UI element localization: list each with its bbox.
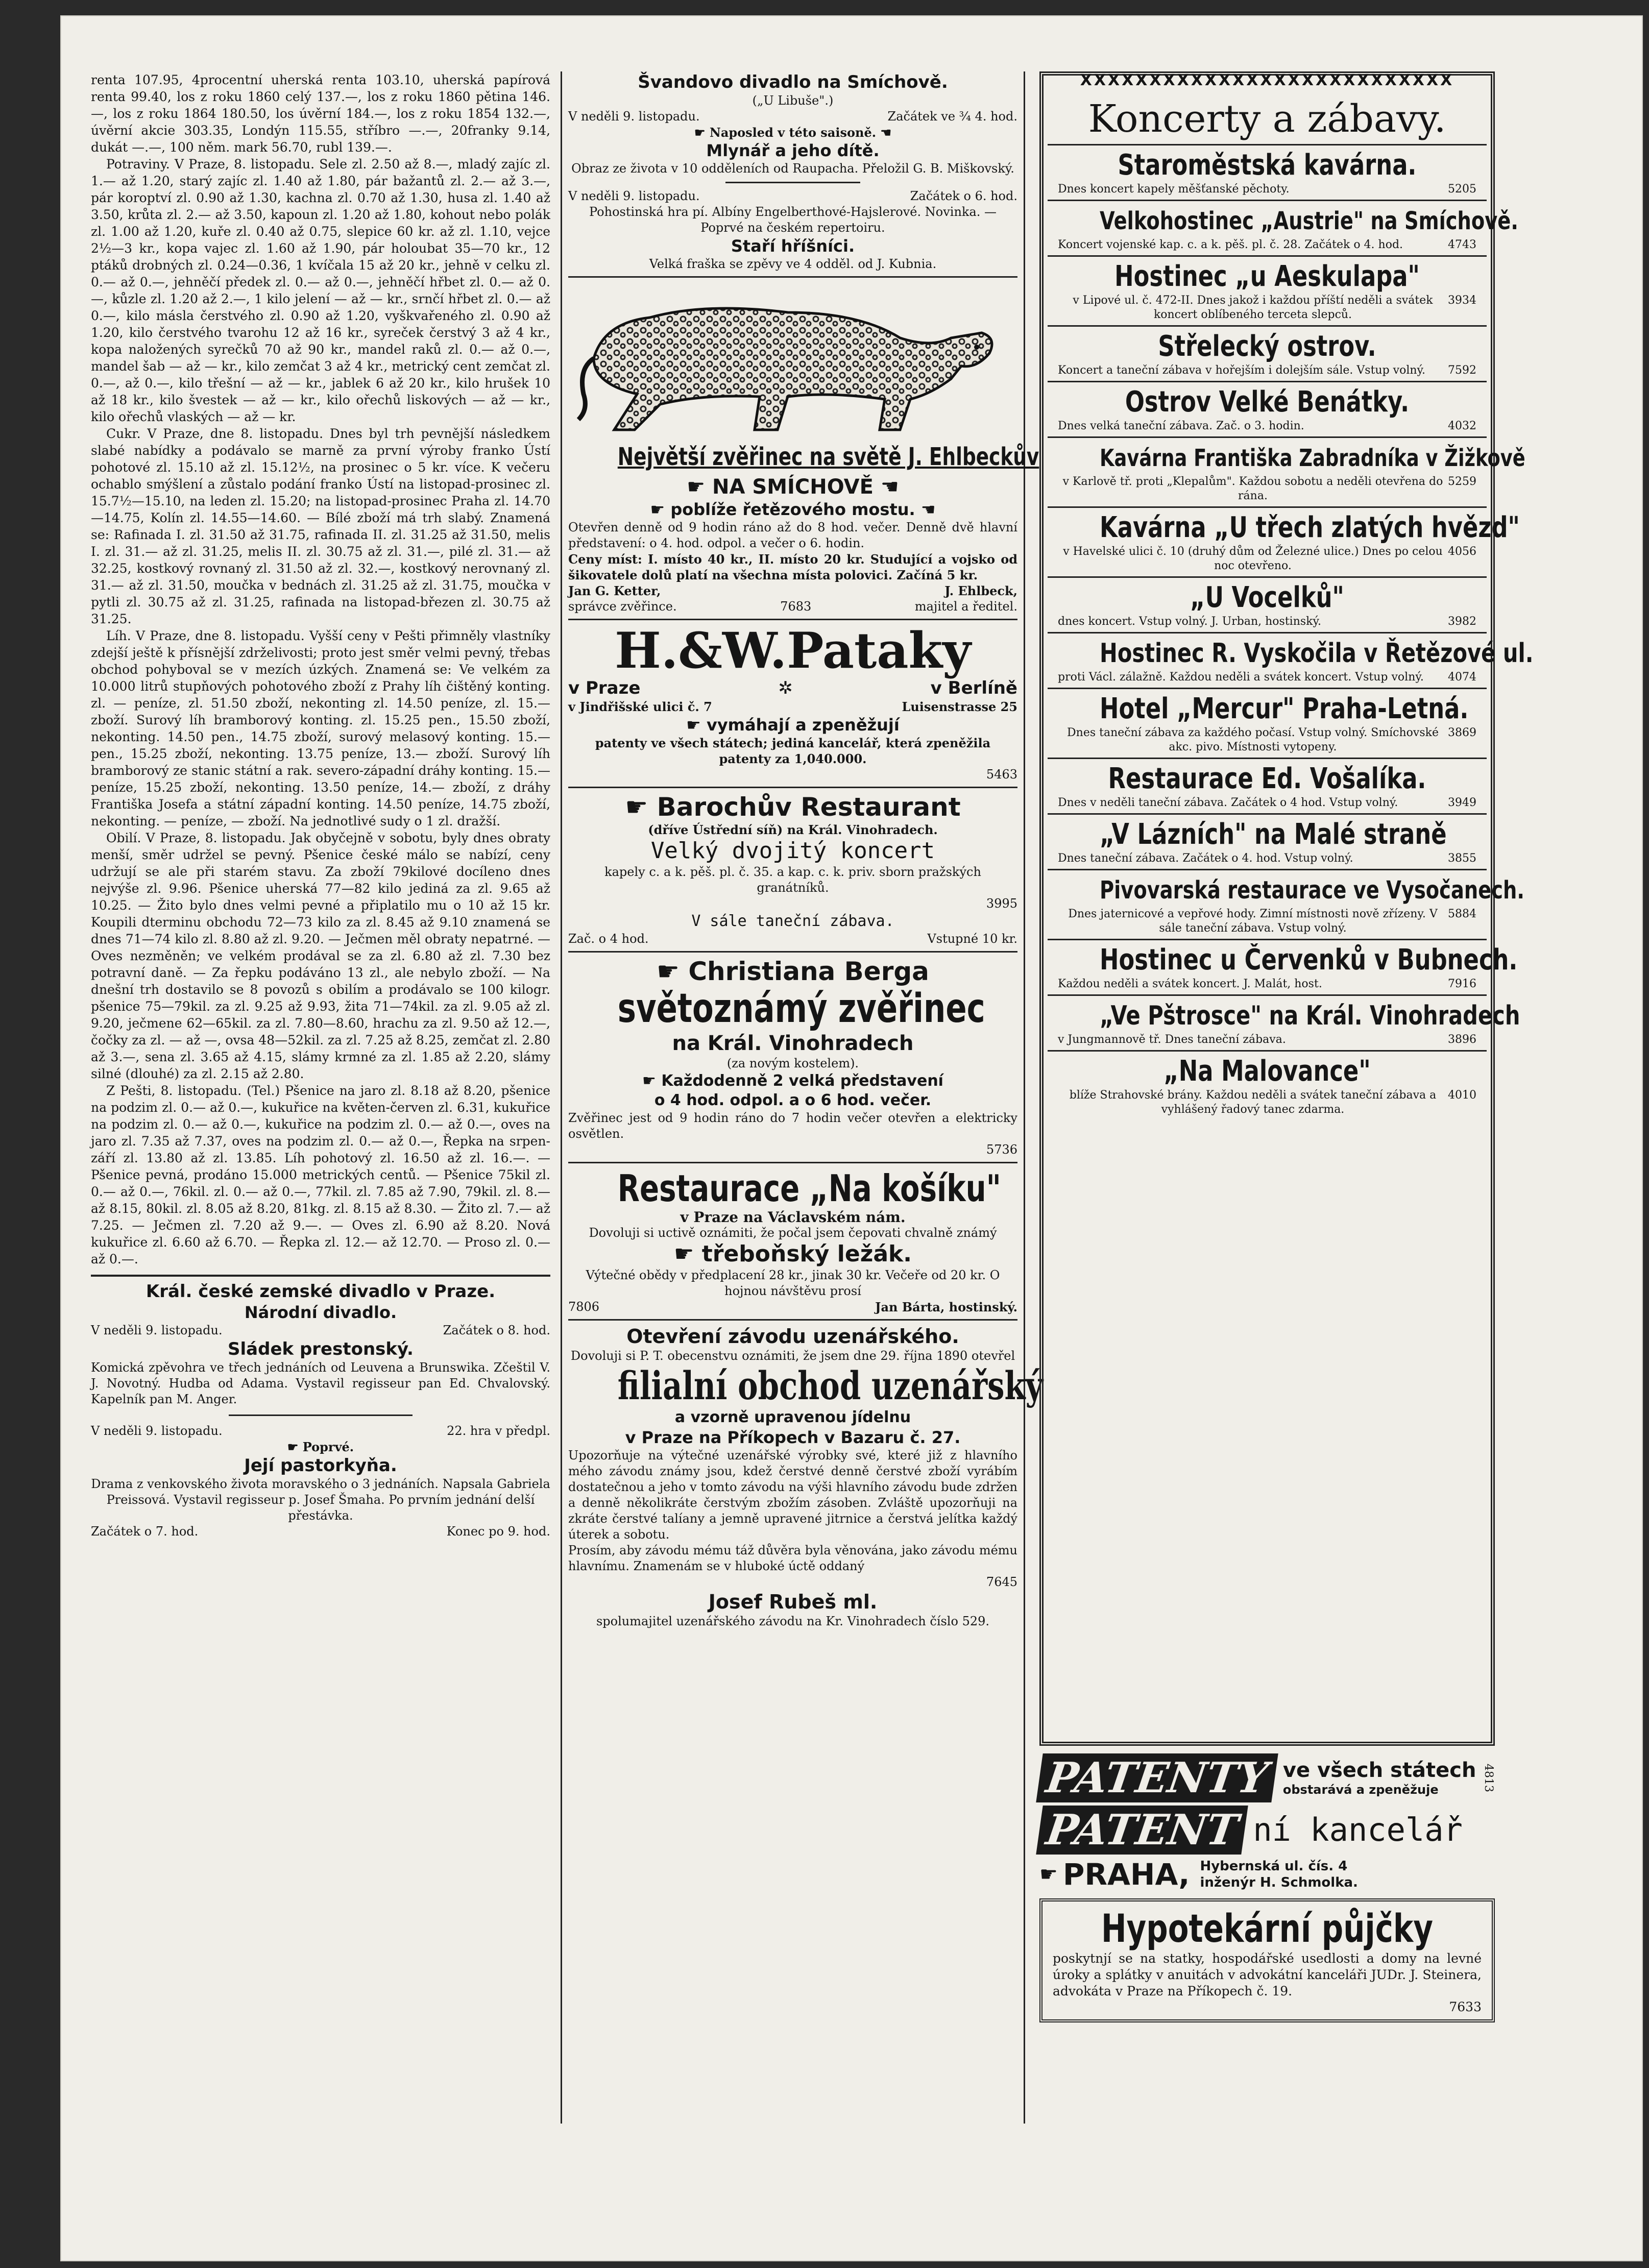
patent-side2: ní kancelář <box>1253 1811 1463 1848</box>
leopard-illustration <box>573 282 1012 435</box>
left-column <box>91 71 550 2124</box>
zverinec-sig-left2: správce zvěřince. <box>568 599 677 614</box>
market-paragraph: Líh. V Praze, dne 8. listopadu. Vyšší ceny v Pešti přimněly vlastníky zdejší ještě k přísnější zdrželivosti; proto jest směr velmi pevný, třebas obchod pohyboval se v mezích úzkých. Znamená se: Ve velkém za 10.000 litrů stupňových pohotového zboží z Prahy líh čištěný konting. zl. — peníze, zl. 51.50 zboží, nekonting zl. 14.50 peníze, zl. 15.— zboží. Surový líh bramborový konting. zl. 15.25 pen., 15.50 zboží, nekonting. 14.50 pen., 14.75 zboží, surový melasový konting. 15.— pen., 15.25 zboží, nekonting. 13.75 peníze, 13.— zboží. Surový líh bramborový ze stanic státní a rak. severo-západní dráhy konting. 15.— peníze, 15.25 zboží, nekonting. 13.50 peníze, 14.— zboží, z dráhy Františka Josefa a státní západní konting. 14.50 peníze, 14.75 zboží, nekonting. — peníze, — zboží. Na jednotlivé sudy o 1 zl. dražší. <box>91 628 550 828</box>
concert-ad-title: Hostinec u Červenků v Bubnech. <box>1100 943 1518 977</box>
concert-ad-num: 3869 <box>1448 726 1476 739</box>
pointing-hand-icon: ☛ <box>694 125 710 140</box>
market-paragraph: Potraviny. V Praze, 8. listopadu. Sele zl. 2.50 až 8.—, mladý zajíc zl. 1.— až 1.20, starý zajíc zl. 1.40 až 1.80, pár bažantů zl. 2.— až 3.—, pár koroptví zl. 0.90 až 1.30, kachna zl. 0.70 až 1.30, husa zl. 1.40 až 3.50, krůta zl. 2.— až 3.50, kapoun zl. 1.20 až 1.80, kohout nebo polák zl. 1.00 až 1.20, kuře zl. 0.40 až 0.75, slepice 60 kr. až zl. 1.10, vejce 2½—3 kr., kopa vajec zl. 1.60 až 1.90, pár holoubat 35—70 kr., 12 ptáků drobných zl. 0.24—0.36, 1 kvíčala 15 až 20 kr., jehně v celku zl. 0.— až 0.—, jehněčí předek zl. 0.— až 0.—, jehněčí hřbet zl. 0.— až 0.—, kůzle zl. 1.20 až 2.—, 1 kilo jelení — až — kr., srnčí hřbet zl. 0.— až 0.—, kilo másla čerstvého zl. 0.90 až 1.20, vyškvařeného zl. 0.90 až 1.20, kilo čerstvého tvarohu 12 až 16 kr., syreček čerstvý 3 až 4 kr., kopa naložených syrečků 70 až 90 kr., mandel raků zl. 0.— až 0.—, mandel šab — až — kr., kilo zemčat 3 až 4 kr., metrický cent zemčat zl. 0.—, až 0.—, kilo třešní — až — kr., jablek 6 až 20 kr., kilo hrušek 10 až 18 kr., kilo švestek — až — kr., kilo ořechů liskových — až — kr., kilo ořechů vlaských — až — kr. <box>91 157 550 424</box>
concert-ad-text: Dnes velká taneční zábava. Zač. o 3. hodin. <box>1058 420 1304 432</box>
concert-ad <box>1048 759 1487 815</box>
divider <box>568 951 1017 953</box>
concert-ad <box>1048 1052 1487 1120</box>
show-start: Začátek o 7. hod. <box>91 1524 199 1539</box>
svandovo-start: Začátek ve ¾ 4. hod. <box>887 109 1017 124</box>
concert-ad-row <box>1058 670 1476 685</box>
svandovo-sub: („U Libuše".) <box>752 93 834 108</box>
concert-ad-title: „U Vocelků" <box>1190 581 1344 614</box>
show-row <box>91 1323 550 1338</box>
uzen-text: Dovoluji si P. T. obecenstvu oznámiti, že jsem dne 29. října 1890 otevřel <box>570 1349 1015 1363</box>
pataky-city-right: v Berlíně <box>930 678 1017 698</box>
pointing-hand-icon: ☛ <box>687 475 713 499</box>
zverinec-place2: ☛ poblíže řetězového mostu. ☚ <box>650 500 936 519</box>
theatre-header: Král. české zemské divadlo v Praze. <box>146 1281 496 1302</box>
concert-ad-row <box>1058 182 1476 197</box>
uzen-text3: Prosím, aby závodu mému táž důvěra byla věnována, jako závodu mému hlavnímu. Znamenám se v hluboké úctě oddaný <box>568 1543 1017 1573</box>
berg-sub: (za novým kostelem). <box>726 1056 859 1070</box>
concert-ad-row <box>1058 363 1476 378</box>
concert-ad-num: 3982 <box>1448 615 1476 628</box>
market-paragraph: renta 107.95, 4procentní uherská renta 103.10, uherská papírová renta 99.40, los z roku 1860 celý 137.—, los z roku 1860 pětina 146.—, los z roku 1864 180.50, los úvěrní 184.—, los z roku 1854 132.—, úvěrní akcie 303.35, Londýn 115.55, stříbro —.—, 20franky 9.14, dukát —.—, 100 něm. mark 56.70, rubl 139.—. <box>91 72 550 155</box>
concert-ad-text: v Karlově tř. proti „Klepalům". Každou sobotu a neděli otevřena do rána. <box>1062 475 1443 502</box>
kosik-text2: Výtečné obědy v předplacení 28 kr., jinak 30 kr. Večeře od 20 kr. O hojnou návštěvu prosí <box>586 1268 1000 1298</box>
svandovo-row <box>568 188 1017 204</box>
divider <box>568 619 1017 620</box>
middle-column <box>561 71 1044 2124</box>
concert-ad-text: blíže Strahovské brány. Každou neděli a svátek taneční zábava a vyhlášený řadový tanec zdarma. <box>1069 1089 1437 1116</box>
hypo-num: 7633 <box>1449 1999 1482 2014</box>
market-paragraph: Z Pešti, 8. listopadu. (Tel.) Pšenice na jaro zl. 8.18 až 8.20, pšenice na podzim zl. 0.— až 0.—, kukuřice na květen-červen zl. 6.31, kukuřice na podzim zl. 0.— až 0.—, kukuřice na podzim zl. 0.— až 0.—, oves na jaro zl. 7.35 až 7.37, oves na podzim zl. 0.— až 0.—, Řepka na srpen-září zl. 13.80 až zl. 13.85. Líh pohotový zl. 16.50 až zl. 16.—. — Pšenice pevná, prodáno 15.000 metrických centů. — Pšenice 75kil zl. 0.— až 0.—, 76kil. zl. 0.— až 0.—, 77kil. zl. 7.85 až 7.90, 79kil. zl. 8.— až 8.15, 80kil. zl. 8.05 až 8.20, 81kg. zl. 8.15 až 8.30. — Žito zl. 7.— až 7.25. — Ječmen zl. 7.20 až 9.—. — Oves zl. 6.90 až 8.20. Nová kukuřice zl. 6.60 až 6.70. — Řepka zl. 12.— až 12.70. — Proso zl. 0.— až 0.—. <box>91 1083 550 1266</box>
svandovo-title: Švandovo divadlo na Smíchově. <box>638 72 948 92</box>
show-title: Sládek prestonský. <box>228 1339 414 1359</box>
star-icon: ✲ <box>778 678 793 698</box>
kosik-ad <box>568 1167 1017 1315</box>
pataky-text: patenty ve všech státech; jediná kancelář, která zpeněžila patenty za 1,040.000. <box>595 736 991 766</box>
concert-ad-num: 4010 <box>1448 1089 1476 1102</box>
svandovo-row <box>568 109 1017 125</box>
berg-title2: světoznámý zvěřinec <box>617 986 985 1032</box>
concert-ad-title: Restaurace Ed. Vošalíka. <box>1108 762 1426 795</box>
pointing-hand-icon: ☚ <box>876 125 891 140</box>
concert-ad-row <box>1058 419 1476 433</box>
concert-ad-num: 4074 <box>1448 671 1476 684</box>
patent-word1: PATENTY <box>1036 1753 1278 1802</box>
concert-ad-title: Střelecký ostrov. <box>1158 330 1376 363</box>
patent-side1: ve všech státech <box>1282 1759 1476 1782</box>
concert-ad-title: „Ve Pštrosce" na Král. Vinohradech <box>1100 1001 1520 1031</box>
uzen-ad <box>568 1325 1044 1629</box>
patent-city: PRAHA, <box>1062 1857 1190 1892</box>
concert-ad-num: 3855 <box>1448 852 1476 865</box>
concert-ad-title: Kavárna Františka Zabradníka v Žižkově <box>1100 444 1525 472</box>
patent-side1-wrap <box>1275 1759 1482 1797</box>
zverinec-signatures <box>568 599 1017 615</box>
concert-ads <box>1048 145 1534 1120</box>
show-badge: ☛ Poprvé. <box>287 1440 354 1454</box>
pointing-hand-icon: ☛ <box>650 500 671 519</box>
uzen-title2: filialní obchod uzenářský <box>617 1363 1044 1408</box>
show-number: 22. hra v předpl. <box>447 1424 550 1438</box>
berg-times: o 4 hod. odpol. a o 6 hod. večer. <box>654 1091 932 1109</box>
concert-ad-text: Koncert vojenské kap. c. a k. pěš. pl. č. 28. Začátek o 4. hod. <box>1058 238 1403 251</box>
zverinec-signatures <box>568 583 1017 599</box>
svandovo-date: V neděli 9. listopadu. <box>568 109 700 124</box>
pataky-title: H.&W.Pataky <box>615 622 971 679</box>
zverinec-num: 7683 <box>780 599 812 614</box>
concert-ad-row <box>1058 615 1476 629</box>
hypo-title: Hypotekární půjčky <box>1101 1906 1433 1951</box>
concert-ad-num: 5205 <box>1448 183 1476 196</box>
show-date: V neděli 9. listopadu. <box>91 1424 223 1438</box>
divider <box>568 276 1017 278</box>
hypo-text: poskytnjí se na statky, hospodářské usedlosti a domy na levné úroky a splátky v anuitách v advokátní kanceláři JUDr. J. Steinera, advokáta v Praze na Příkopech č. 19. <box>1053 1951 1482 1998</box>
patent-row <box>1039 1806 1495 1855</box>
concert-ad-row <box>1058 1033 1476 1047</box>
zverinec-place: ☛ NA SMÍCHOVĚ ☚ <box>687 475 899 499</box>
hypo-ad <box>1039 1898 1495 2022</box>
concert-ad-title: Hostinec „u Aeskulapa" <box>1114 260 1420 293</box>
pataky-addresses <box>568 699 1017 715</box>
concerts-header <box>1048 94 1487 145</box>
concert-ad-num: 4032 <box>1448 420 1476 432</box>
divider <box>568 1162 1017 1163</box>
patent-side1b: obstarává a zpeněžuje <box>1282 1783 1439 1797</box>
svandovo-badge: ☛ Naposled v této saisoně. ☚ <box>694 125 891 140</box>
concert-ad-title: Kavárna „U třech zlatých hvězd" <box>1100 511 1520 544</box>
svandovo-play: Staří hříšníci. <box>731 236 855 256</box>
svandovo-date: V neděli 9. listopadu. <box>568 189 700 203</box>
divider <box>725 182 860 183</box>
svandovo-desc: Pohostinská hra pí. Albíny Engelberthové-Hajslerové. Novinka. — Poprvé na českém repertoiru. <box>589 205 997 235</box>
divider <box>568 1319 1017 1321</box>
concert-ad-title: Velkohostinec „Austrie" na Smíchově. <box>1100 207 1518 235</box>
pointing-hand-icon: ☚ <box>873 475 899 499</box>
market-paragraph: Obilí. V Praze, 8. listopadu. Jak obyčejně v sobotu, byly dnes obraty menší, směr udržel se pevný. Pšenice české málo se nabízí, ceny udržují se ale při starém stavu. Za zboží 79kilové docíleno dnes nejvýše zl. 9.96. Pšenice uherská 77—82 kilo jediná za zl. 9.65 až 10.25. — Žito bylo dnes velmi pevné a připlatilo mu o 10 až 15 kr. Koupili dterminu obchodu 72—73 kilo za zl. 8.45 až 9.10 znamená se dnes 71—74 kilo zl. 8.80 až zl. 9.20. — Ječmen měl obraty nepatrné. — Oves nezměněn; ve velkém prodával se za zl. 6.80 až zl. 7.30 bez potravní daně. — Za řepku podáváno 13 zl., ale nebylo zboží. — Na dnešní trh dostavilo se 8 povozů s obilím a prodávalo se 100 kilogr. pšenice 75—79kil. za zl. 9.25 až 9.93, žita 71—74kil. za zl. 9.05 až zl. 9.20, ječmene 62—65kil. za zl. 7.80—8.60, hrachu za zl. 9.50 až 12.—, čočky za zl. — až —, ovsa 48—52kil. za zl. 7.25 až 8.25, zemčat zl. 2.80 až 3.—, sena zl. 3.65 až 4.15, slámy krmné za zl. 1.85 až 2.20, slámy silné (dlouhé) za zl. 2.15 až 2.80. <box>91 831 550 1081</box>
concert-ad <box>1048 940 1518 996</box>
barochuv-ad <box>568 792 1017 947</box>
pointing-hand-icon: ☛ <box>657 957 689 986</box>
svandovo-start: Začátek o 6. hod. <box>910 189 1017 203</box>
theatre-listing <box>91 1281 550 1540</box>
concert-ad <box>1048 201 1518 257</box>
concert-ad <box>1048 870 1524 940</box>
concert-ad-title: Pivovarská restaurace ve Vysočanech. <box>1100 876 1524 905</box>
zverinec-sig-right2: majitel a ředitel. <box>914 599 1017 614</box>
concert-ad-row <box>1058 907 1476 936</box>
berg-text: Zvěřinec jest od 9 hodin ráno do 7 hodin večer otevřen a elektricky osvětlen. <box>568 1111 1017 1141</box>
patent-eng: inženýr H. Schmolka. <box>1200 1875 1358 1890</box>
concert-ad-row <box>1058 726 1476 754</box>
pataky-action: ☛ vymáhají a zpeněžují <box>686 715 900 735</box>
concert-ad <box>1048 327 1487 382</box>
concert-ad-num: 3896 <box>1448 1033 1476 1046</box>
concert-ad-num: 5259 <box>1448 475 1476 488</box>
svandovo-play: Mlynář a jeho dítě. <box>706 141 880 160</box>
uzen-sub: a vzorně upravenou jídelnu <box>674 1408 911 1426</box>
divider <box>568 787 1017 788</box>
concert-ad-num: 3949 <box>1448 796 1476 809</box>
barochuv-hall: V sále taneční zábava. <box>691 912 894 930</box>
concert-ad <box>1048 633 1534 689</box>
theatre-sub: Národní divadlo. <box>244 1303 397 1322</box>
uzen-title: Otevření závodu uzenářského. <box>626 1325 959 1348</box>
concert-ad-text: Dnes jaternicové a vepřové hody. Zimní místnosti nově zřízeny. V sále taneční zábava. Vstup volný. <box>1068 908 1438 935</box>
pataky-cities <box>568 677 1017 699</box>
concert-ad <box>1048 689 1487 759</box>
uzen-sig2: spolumajitel uzenářského závodu na Kr. Vinohradech číslo 529. <box>596 1614 989 1628</box>
concerts-header-title: Koncerty a zábavy. <box>1088 97 1446 141</box>
kosik-place: v Praze na Václavském nám. <box>680 1209 906 1226</box>
concert-ad <box>1048 257 1487 327</box>
concert-ad-title: Ostrov Velké Benátky. <box>1125 385 1410 419</box>
zverinec-sig-right: J. Ehlbeck, <box>944 583 1017 598</box>
concert-ad <box>1048 815 1487 870</box>
berg-ad <box>568 957 1017 1158</box>
berg-place: na Král. Vinohradech <box>672 1032 914 1055</box>
concert-ad-text: Dnes taneční zábava. Začátek o 4. hod. Vstup volný. <box>1058 852 1353 865</box>
zverinec-prices: Ceny míst: I. místo 40 kr., II. místo 20 kr. Studující a vojsko od šikovatele dolů platí na všechna místa polovici. Začíná 5 kr. <box>568 552 1017 582</box>
berg-title: ☛ Christiana Berga <box>657 957 929 986</box>
zverinec-title: Největší zvěřinec na světě J. Ehlbeckův <box>617 443 1039 471</box>
concert-ad-text: v Havelské ulici č. 10 (druhý dům od Železné ulice.) Dnes po celou noc otevřeno. <box>1063 545 1443 572</box>
concert-ad-row <box>1058 851 1476 866</box>
concert-ad-row <box>1058 475 1476 503</box>
uzen-num: 7645 <box>986 1575 1017 1589</box>
uzen-sig: Josef Rubeš ml. <box>708 1591 878 1613</box>
concert-ad <box>1048 438 1525 508</box>
zverinec-ad <box>568 282 1039 615</box>
patent-word2: PATENT <box>1036 1806 1248 1855</box>
pointing-hand-icon: ☛ <box>673 1241 702 1267</box>
pointing-hand-icon: ☛ <box>287 1440 303 1454</box>
pointing-hand-icon: ☚ <box>915 500 936 519</box>
show-date: V neděli 9. listopadu. <box>91 1323 223 1337</box>
zverinec-text: Otevřen denně od 9 hodin ráno až do 8 hod. večer. Denně dvě hlavní představení: o 4. hod. odpol. a večer o 6. hodin. <box>568 520 1017 550</box>
show-title: Její pastorkyňa. <box>244 1455 397 1476</box>
divider <box>91 1275 550 1277</box>
berg-shows: ☛ Každodenně 2 velká představení <box>642 1072 943 1090</box>
concert-ad-text: Dnes koncert kapely měšťanské pěchoty. <box>1058 183 1290 196</box>
berg-num: 5736 <box>986 1142 1017 1157</box>
uzen-place: v Praze na Příkopech v Bazaru č. 27. <box>625 1428 961 1447</box>
concert-ad-row <box>1058 545 1476 573</box>
barochuv-concert: Velký dvojitý koncert <box>650 838 935 864</box>
kosik-num: 7806 <box>568 1300 600 1314</box>
zverinec-sig-left: Jan G. Ketter, <box>568 583 661 598</box>
market-paragraph: Cukr. V Praze, dne 8. listopadu. Dnes byl trh pevnější následkem slabé nabídky a podávalo se marně za první výroby franko Ústí pohotové zl. 15.10 až zl. 15.12½, na prosinec o 5 kr. více. K večeru ochablo smýšlení a zůstalo podání franko Ústí na listopad-prosinec zl. 15.7½—15.10, na leden zl. 15.20; na listopad-prosinec Praha zl. 14.70—14.75, Kolín zl. 14.55—14.60. — Bílé zboží má trh slabý. Znamená se: Rafinada I. zl. 31.50 až 31.75, rafinada II. zl. 31.25 až 31.50, melis I. zl. 31.— až zl. 31.25, melis II. zl. 30.75 až zl. 31.—, pilé zl. 31.— až 32.25, kostkový rovnaný zl. 31.50 až zl. 32.—, kostkový nerovnaný zl. 31.— až zl. 31.50, moučka v bednách zl. 31.25 až zl. 31.75, moučka v pytli zl. 30.75 až zl. 31.25, rafinada na listopad-březen zl. 30.75 až 31.25. <box>91 426 550 626</box>
concert-ad-row <box>1058 1088 1476 1117</box>
concert-ad-text: Dnes taneční zábava za každého počasí. Vstup volný. Smíchovské akc. pivo. Místnosti vytopeny. <box>1067 726 1439 753</box>
barochuv-text: kapely c. a k. pěš. pl. č. 35. a kap. c. k. priv. sborn pražských granátníků. <box>604 865 981 895</box>
patent-ad <box>1039 1753 1495 2022</box>
concert-ad-title: Hotel „Mercur" Praha-Letná. <box>1100 692 1469 725</box>
concert-ad-row <box>1058 977 1476 991</box>
barochuv-sub: (dříve Ústřední síň) na Král. Vinohradech. <box>648 822 938 837</box>
show-desc: Drama z venkovského života moravského o 3 jednáních. Napsala Gabriela Preissová. Vystavil regisseur p. Josef Šmaha. Po prvním jednání delší přestávka. <box>91 1477 550 1523</box>
concert-ad-title: „V Lázních" na Malé straně <box>1100 818 1447 851</box>
show-row <box>91 1423 550 1439</box>
pataky-addr-right: Luisenstrasse 25 <box>902 699 1017 714</box>
pointing-hand-icon: ☛ <box>642 1072 662 1090</box>
divider <box>229 1415 413 1416</box>
concert-ad-text: Každou neděli a svátek koncert. J. Malát, host. <box>1058 978 1322 990</box>
kosik-title: Restaurace „Na košíku" <box>617 1167 1001 1210</box>
show-start: Začátek o 8. hod. <box>443 1323 550 1337</box>
concert-ad-row <box>1058 294 1476 322</box>
concert-ad-title: Hostinec R. Vyskočila v Řetězové ul. <box>1100 638 1534 669</box>
concert-ad <box>1048 382 1487 438</box>
concert-ad-num: 7916 <box>1448 978 1476 990</box>
show-row <box>91 1524 550 1540</box>
svandovo-desc: Velká fraška se zpěvy ve 4 odděl. od J. Kubnia. <box>649 257 937 271</box>
kosik-text: Dovoluji si uctivě oznámiti, že počal jsem čepovati chvalně známý <box>589 1226 997 1240</box>
patent-row <box>1039 1858 1495 1891</box>
concert-ad-title: „Na Malovance" <box>1163 1055 1371 1088</box>
barochuv-start: Zač. o 4 hod. <box>568 932 649 946</box>
concert-ad-num: 3934 <box>1448 294 1476 307</box>
svandovo-ad <box>568 71 1017 272</box>
concert-ad-text: v Lipové ul. č. 472-II. Dnes jakož i každou příští neděli a svátek koncert oblíbeného terceta slepců. <box>1073 294 1433 321</box>
concert-ad-text: v Jungmannově tř. Dnes taneční zábava. <box>1058 1033 1286 1046</box>
pataky-city-left: v Praze <box>568 678 641 698</box>
concert-ad-text: proti Václ. zálažně. Každou neděli a svátek koncert. Vstup volný. <box>1058 671 1424 684</box>
barochuv-entry: Vstupné 10 kr. <box>927 932 1017 946</box>
pointing-hand-icon: ☛ <box>686 715 707 735</box>
barochuv-row <box>568 931 1017 947</box>
concert-ad-text: dnes koncert. Vstup volný. J. Urban, hostinský. <box>1058 615 1322 628</box>
concert-ad <box>1048 508 1520 578</box>
barochuv-num: 3995 <box>986 896 1017 911</box>
concert-ad-num: 5884 <box>1448 908 1476 920</box>
barochuv-title: ☛ Barochův Restaurant <box>625 792 961 822</box>
patent-num-side: 4813 <box>1482 1764 1495 1792</box>
pataky-addr-left: v Jindřišské ulici č. 7 <box>568 699 712 714</box>
concert-ad-num: 7592 <box>1448 364 1476 377</box>
show-desc: Komická zpěvohra ve třech jednáních od Leuvena a Brunswika. Zčeštil V. J. Novotný. Hudba od Adama. Vystavil regisseur pan Ed. Chvalovský. Kapelník pan M. Anger. <box>91 1360 550 1406</box>
patent-addr-wrap <box>1200 1858 1357 1891</box>
concert-ad-title: Staroměstská kavárna. <box>1118 149 1417 182</box>
cross-border-pattern: XXXXXXXXXXXXXXXXXXXXXXXXXXX <box>1080 71 1454 89</box>
kosik-row <box>568 1299 1017 1315</box>
concert-ad-text: Koncert a taneční zábava v hořejším i dolejším sále. Vstup volný. <box>1058 364 1426 377</box>
concert-ad <box>1048 578 1487 633</box>
concert-ad-num: 4743 <box>1448 238 1476 251</box>
kosik-sig: Jan Bárta, hostinský. <box>875 1300 1017 1314</box>
concert-ad-num: 4056 <box>1448 545 1476 558</box>
concert-ad <box>1048 145 1487 201</box>
patent-row <box>1039 1753 1495 1802</box>
pointing-hand-icon: ☛ <box>625 792 657 822</box>
concert-ad-row <box>1058 238 1476 252</box>
show-end: Konec po 9. hod. <box>446 1524 550 1539</box>
patent-addr: Hybernská ul. čís. 4 <box>1200 1859 1348 1874</box>
pataky-ad <box>568 624 1017 783</box>
svandovo-desc: Obraz ze života v 10 odděleních od Raupacha. Přeložil G. B. Miškovský. <box>571 161 1014 176</box>
kosik-beer: ☛ třeboňský ležák. <box>673 1241 912 1267</box>
pataky-num: 5463 <box>986 767 1017 782</box>
uzen-text2: Upozorňuje na výtečné uzenářské výrobky své, které již z hlavního mého závodu známy jsou, kdež čerstvé denně čerstvé zboží vyrábím dostatečnou a jeho v tomto závodu na výši hlavního závodu bude zdržen a denně několikráte čerstvým zbožím zásoben. Zvláště upozorňuji na zkráte čerstvé talíany a jemně upravené jitrnice a čerstvá jelítka každý úterek a sobotu. <box>568 1448 1017 1542</box>
concert-ad <box>1048 996 1520 1052</box>
pointing-hand-icon: ☛ <box>1039 1863 1058 1886</box>
concert-ad-text: Dnes v neděli taneční zábava. Začátek o 4 hod. Vstup volný. <box>1058 796 1398 809</box>
concert-ad-row <box>1058 796 1476 810</box>
